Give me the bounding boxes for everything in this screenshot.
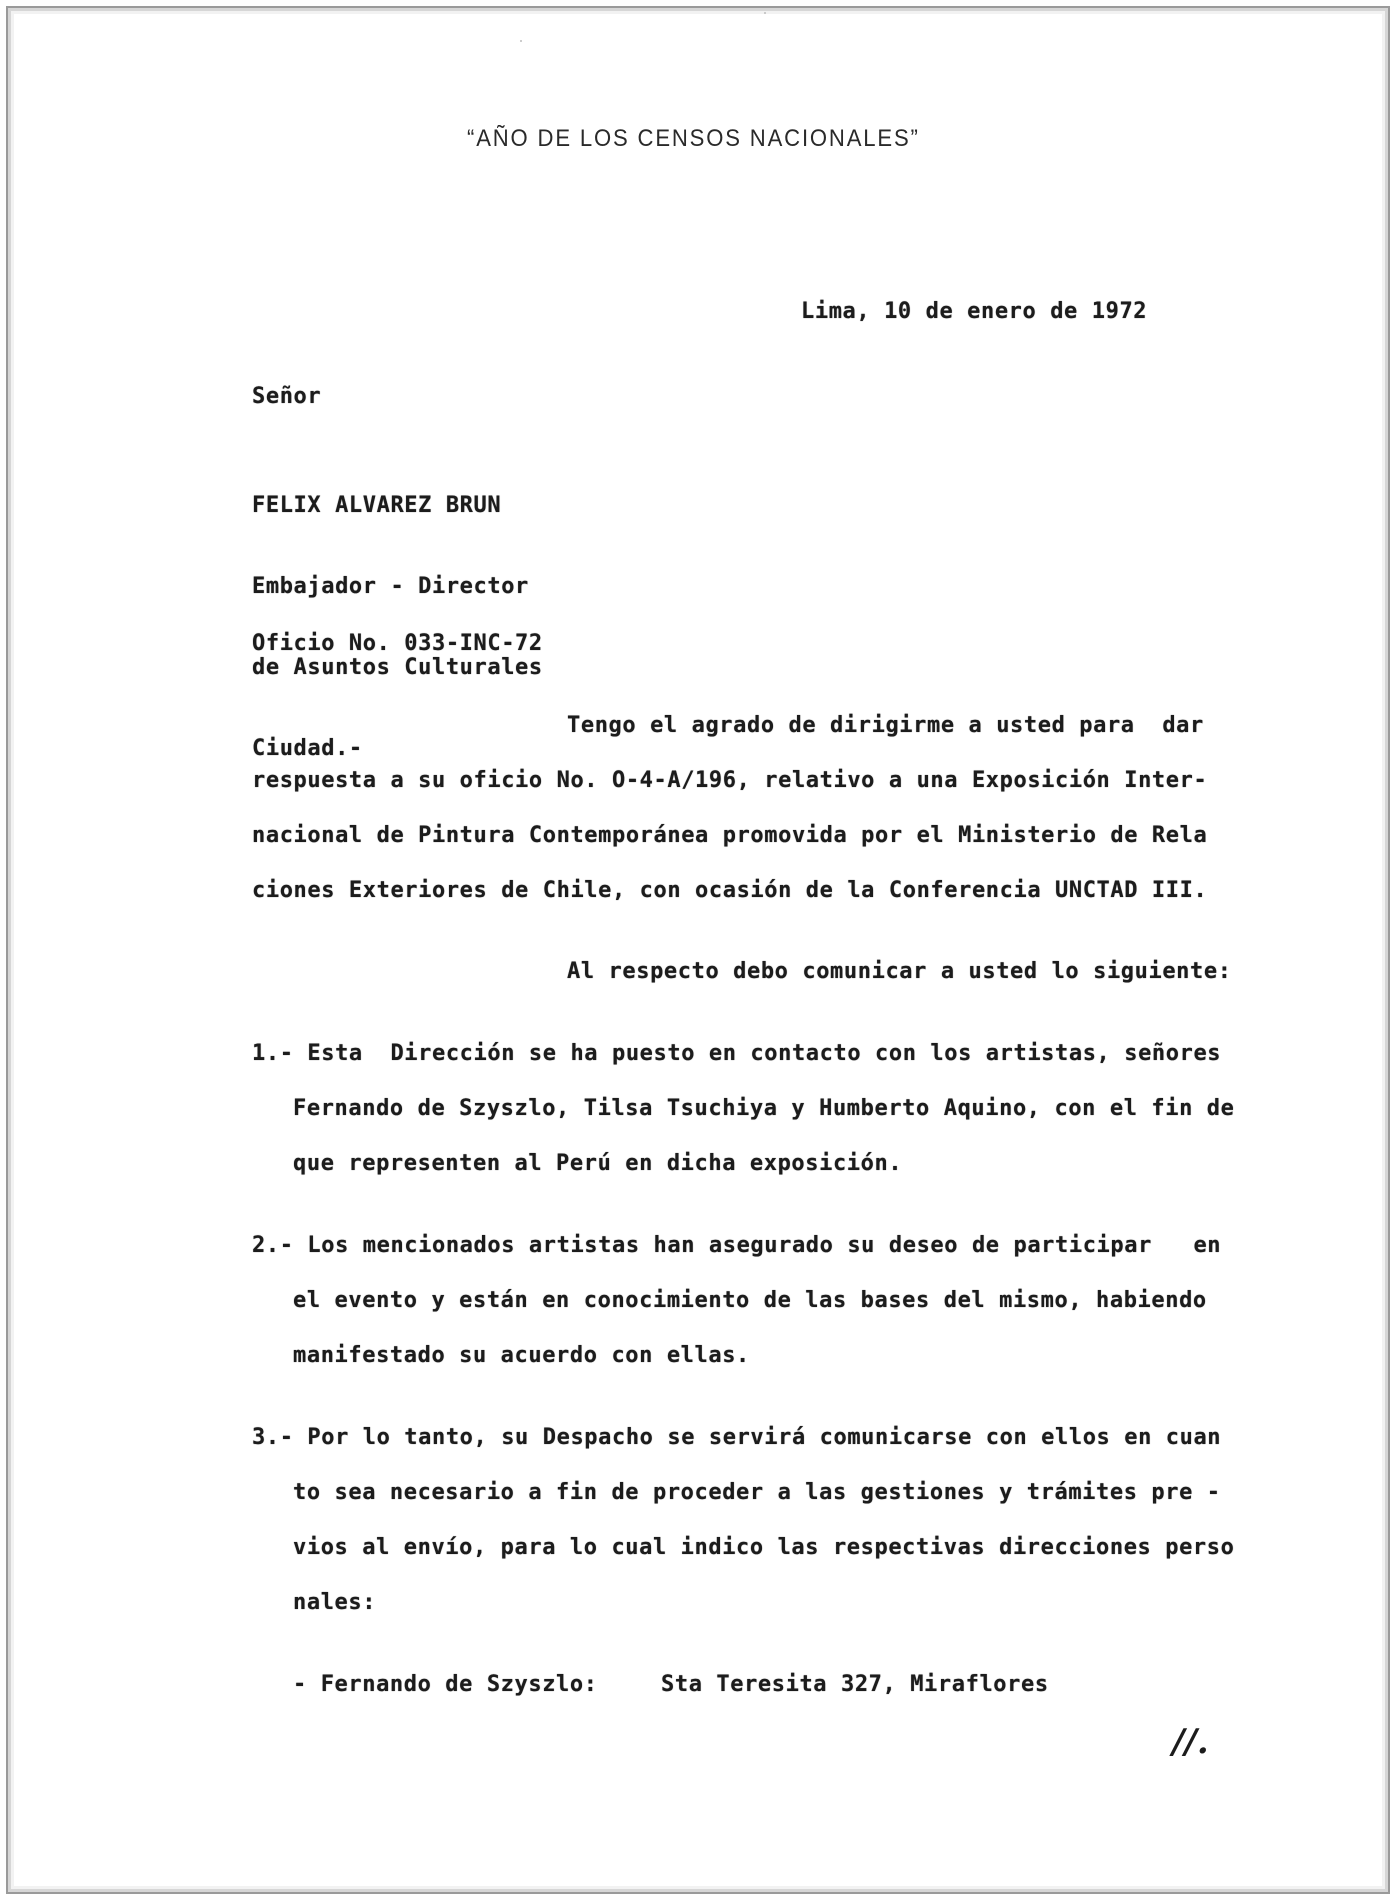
item2-line3: manifestado su acuerdo con ellas.	[293, 1343, 750, 1368]
address1-address: Sta Teresita 327, Miraflores	[661, 1672, 1049, 1697]
item3-line3: vios al envío, para lo cual indico las respectivas direcciones perso	[293, 1535, 1235, 1560]
item2-line1: 2.- Los mencionados artistas han asegurado su deseo de participar en	[252, 1233, 1222, 1258]
para1-line3: nacional de Pintura Contemporánea promovida por el Ministerio de Rela	[252, 823, 1208, 848]
para1-line4: ciones Exteriores de Chile, con ocasión de la Conferencia UNCTAD III.	[252, 878, 1208, 903]
recipient-name: FELIX ALVAREZ BRUN	[252, 493, 502, 518]
letter-header: “AÑO DE LOS CENSOS NACIONALES”	[467, 125, 920, 152]
item3-line1: 3.- Por lo tanto, su Despacho se servirá comunicarse con ellos en cuan	[252, 1425, 1222, 1450]
para1-line1: Tengo el agrado de dirigirme a usted para dar	[567, 713, 1204, 738]
continuation-mark: //.	[1172, 1722, 1209, 1762]
para1-line2: respuesta a su oficio No. O-4-A/196, relativo a una Exposición Inter-	[252, 768, 1208, 793]
salutation: Señor	[252, 384, 322, 409]
recipient-title-line1: Embajador - Director	[252, 574, 529, 599]
recipient-city: Ciudad.-	[252, 736, 363, 761]
paper-speck	[764, 12, 766, 14]
item3-line2: to sea necesario a fin de proceder a las gestiones y trámites pre -	[293, 1480, 1221, 1505]
item3-line4: nales:	[293, 1590, 377, 1615]
item1-line1: 1.- Esta Dirección se ha puesto en contacto con los artistas, señores	[252, 1041, 1222, 1066]
item1-line3: que representen al Perú en dicha exposición.	[293, 1151, 903, 1176]
recipient-block	[252, 438, 543, 789]
address1-name: - Fernando de Szyszlo:	[293, 1672, 598, 1697]
para2-line: Al respecto debo comunicar a usted lo siguiente:	[567, 959, 1232, 984]
paper-speck	[520, 40, 522, 42]
reference-number: Oficio No. 033-INC-72	[252, 631, 543, 656]
item1-line2: Fernando de Szyszlo, Tilsa Tsuchiya y Humberto Aquino, con el fin de	[293, 1096, 1235, 1121]
recipient-title-line2: de Asuntos Culturales	[252, 655, 543, 680]
page-frame	[6, 6, 1390, 1894]
date-line: Lima, 10 de enero de 1972	[801, 299, 1148, 324]
item2-line2: el evento y están en conocimiento de las bases del mismo, habiendo	[293, 1288, 1207, 1313]
